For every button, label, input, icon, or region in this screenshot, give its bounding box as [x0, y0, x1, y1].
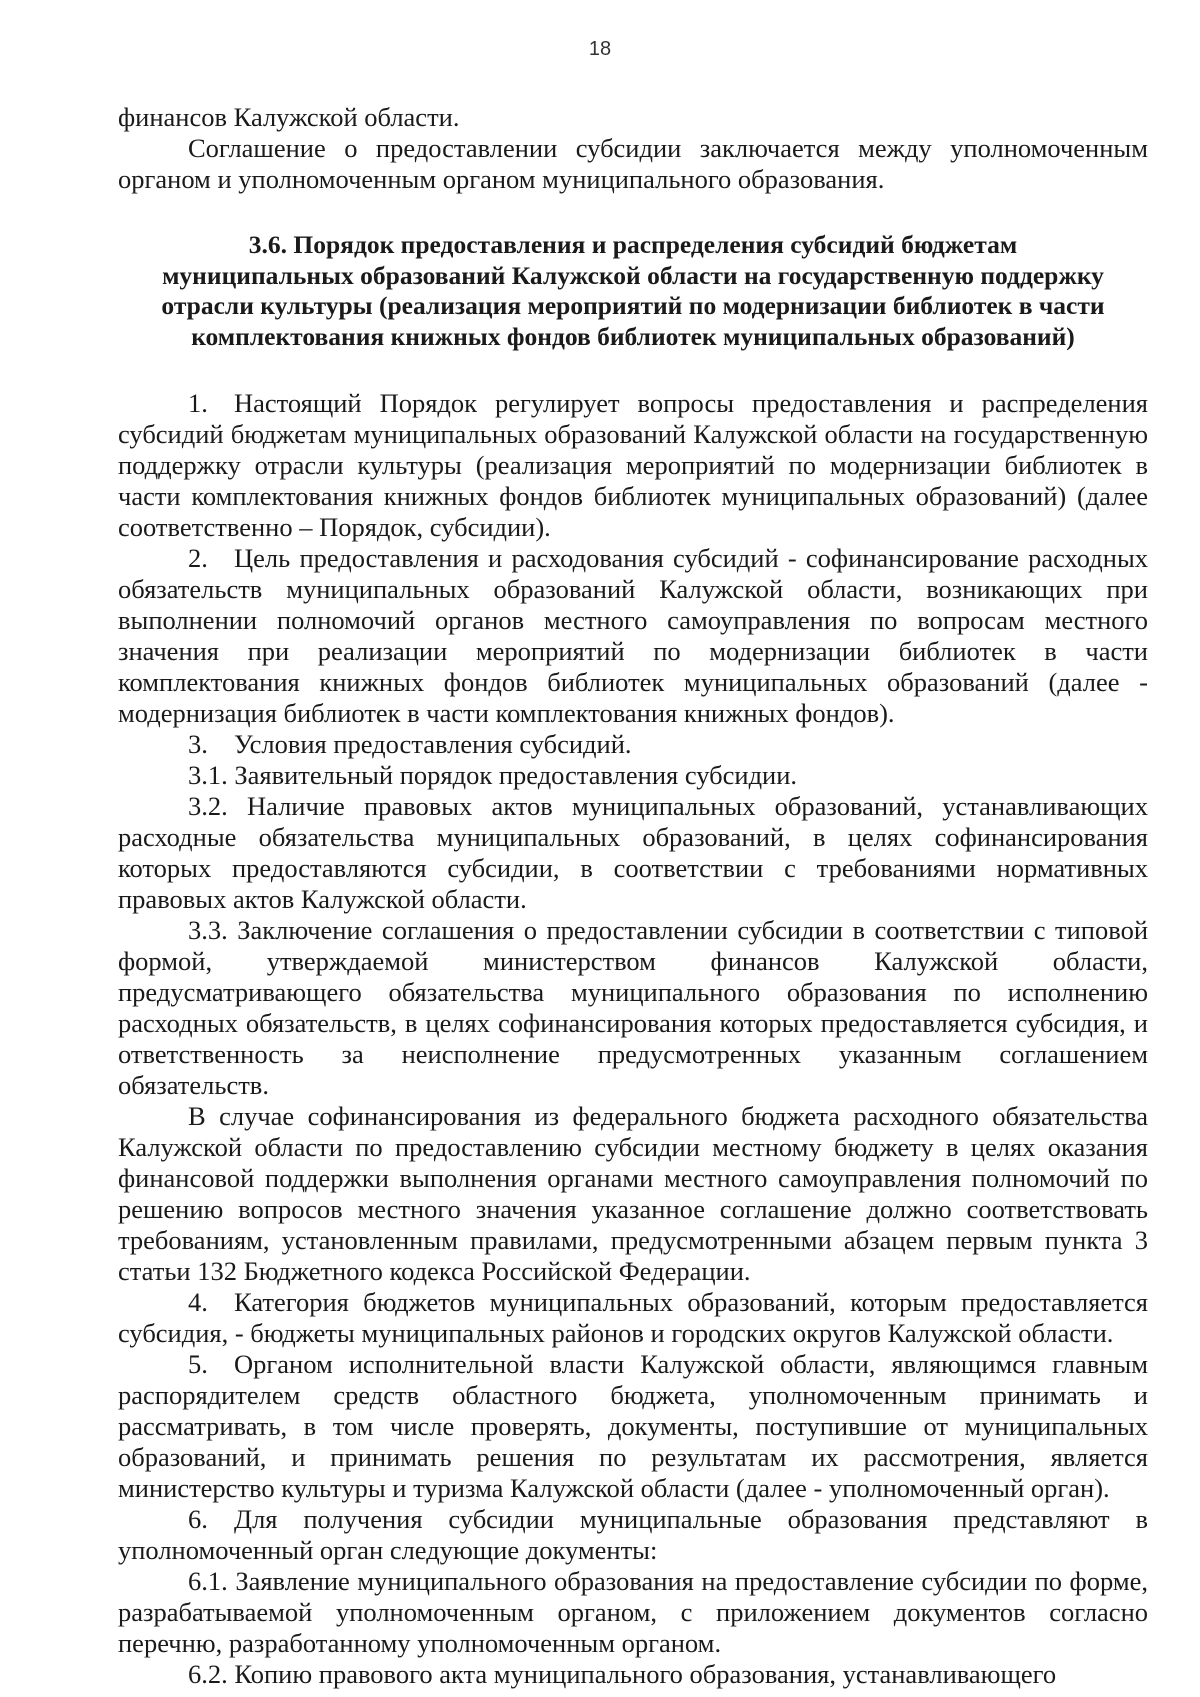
paragraph-text: Для получения субсидии муниципальные образования представляют в уполномоченный орган следующие документы: [118, 1504, 1148, 1565]
section-heading-line: 3.6. Порядок предоставления и распределения субсидий бюджетам [248, 230, 1018, 259]
paragraph-item [118, 388, 1148, 543]
section-heading-line: отрасли культуры (реализация мероприятий по модернизации библиотек в части [161, 291, 1105, 320]
paragraph-text: Цель предоставления и расходования субсидий - софинансирование расходных обязательств муниципальных образований Калужской области, возникающих при выполнении полномочий органов местного самоуправления по вопросам местного значения при реализации мероприятий по модернизации библиотек в части комплектования книжных фондов библиотек муниципальных образований (далее - модернизация библиотек в части комплектования книжных фондов). [118, 543, 1148, 728]
paragraph-item [118, 791, 1148, 915]
paragraph-text: 6.2. Копию правового акта муниципального образования, устанавливающего [188, 1659, 1057, 1689]
paragraph-text: 6.1. Заявление муниципального образования на предоставление субсидии по форме, разрабатываемой уполномоченным органом, с приложением документов согласно перечню, разработанному уполномоченным органом. [118, 1566, 1148, 1658]
intro-continuation: финансов Калужской области. [118, 102, 460, 132]
paragraph-item [118, 543, 1148, 729]
paragraph-text: Категория бюджетов муниципальных образований, которым предоставляется субсидия, - бюджеты муниципальных районов и городских округов Калужской области. [118, 1287, 1148, 1348]
paragraph-item [118, 1101, 1148, 1287]
paragraph-text: Настоящий Порядок регулирует вопросы предоставления и распределения субсидий бюджетам муниципальных образований Калужской области на государственную поддержку отрасли культуры (реализация мероприятий по модернизации библиотек в части комплектования книжных фондов библиотек муниципальных образований) (далее соответственно – Порядок, субсидии). [118, 388, 1148, 542]
paragraph-item [118, 915, 1148, 1101]
paragraph-text: Условия предоставления субсидий. [234, 729, 632, 759]
paragraph-text: 3.2. Наличие правовых актов муниципальных образований, устанавливающих расходные обязательства муниципальных образований, в целях софинансирования которых предоставляются субсидии, в соответствии с требованиями нормативных правовых актов Калужской области. [118, 791, 1148, 914]
paragraph-number: 1. [188, 388, 208, 418]
paragraph-text: В случае софинансирования из федерального бюджета расходного обязательства Калужской области по предоставлению субсидии местному бюджету в целях оказания финансовой поддержки выполнения органами местного самоуправления полномочий по решению вопросов местного значения указанное соглашение должно соответствовать требованиям, установленным правилами, предусмотренными абзацем первым пункта 3 статьи 132 Бюджетного кодекса Российской Федерации. [118, 1101, 1148, 1286]
paragraph-item [118, 1659, 1148, 1690]
paragraph-text: 3.1. Заявительный порядок предоставления субсидии. [188, 760, 798, 790]
paragraph-number: 5. [188, 1349, 208, 1379]
intro-agreement-paragraph: Соглашение о предоставлении субсидии заключается между уполномоченным органом и уполномоченным органом муниципального образования. [118, 133, 1148, 194]
paragraph-text: 3.3. Заключение соглашения о предоставлении субсидии в соответствии с типовой формой, утверждаемой министерством финансов Калужской области, предусматривающего обязательства муниципального образования по исполнению расходных обязательств, в целях софинансирования которых предоставляется субсидия, и ответственность за неисполнение предусмотренных указанным соглашением обязательств. [118, 915, 1148, 1100]
paragraph-number: 4. [188, 1287, 208, 1317]
paragraph-number: 3. [188, 729, 208, 759]
page-number: 18 [588, 38, 612, 60]
paragraph-item [118, 760, 1148, 791]
paragraph-text: Органом исполнительной власти Калужской области, являющимся главным распорядителем средств областного бюджета, уполномоченным принимать и рассматривать, в том числе проверять, документы, поступившие от муниципальных образований, и принимать решения по результатам их рассмотрения, является министерство культуры и туризма Калужской области (далее - уполномоченный орган). [118, 1349, 1148, 1503]
paragraph-item [118, 1349, 1148, 1504]
section-heading [118, 230, 1148, 352]
section-heading-line: комплектования книжных фондов библиотек муниципальных образований) [191, 321, 1075, 351]
paragraph-number: 6. [188, 1504, 208, 1534]
paragraph-item [118, 729, 1148, 760]
section-heading-line: муниципальных образований Калужской области на государственную поддержку [162, 260, 1104, 290]
paragraph-number: 2. [188, 543, 208, 573]
document-body [118, 102, 1148, 1690]
paragraph-item [118, 1287, 1148, 1349]
paragraph-item [118, 1504, 1148, 1566]
paragraph-item [118, 1566, 1148, 1659]
